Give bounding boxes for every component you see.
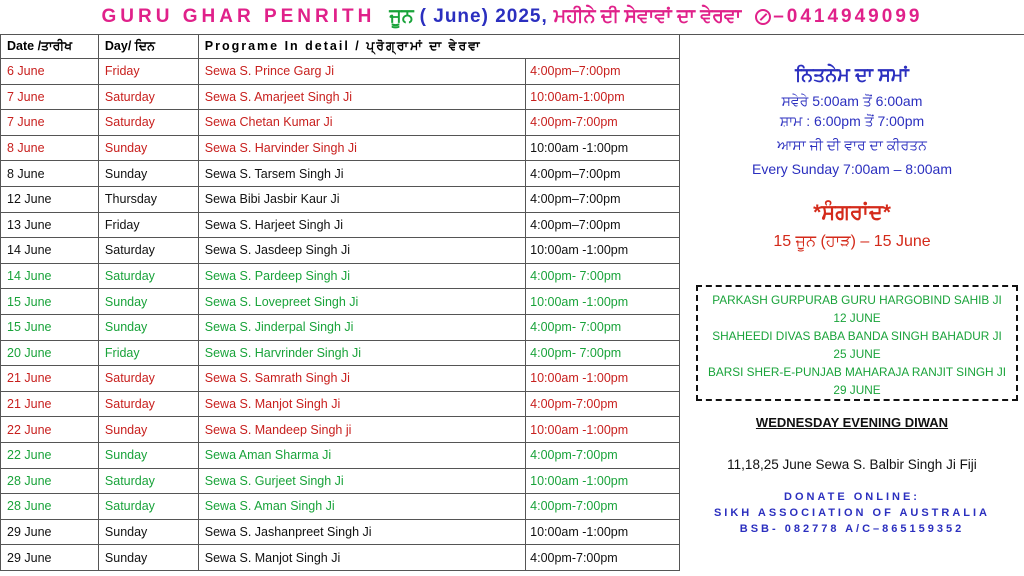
- table-row: [1, 519, 680, 545]
- table-row: [1, 212, 680, 238]
- table-row: [1, 340, 680, 366]
- col-header-day: Day/ ਦਿਨ: [98, 35, 198, 59]
- wednesday-diwan-title: WEDNESDAY EVENING DIWAN: [755, 415, 949, 430]
- gurpurab-line: 25 JUNE: [833, 347, 881, 361]
- day-cell: Saturday: [98, 494, 198, 520]
- schedule-body: [1, 59, 680, 571]
- table-row: [1, 494, 680, 520]
- schedule-table: [0, 34, 680, 571]
- program-cell: Sewa S. Pardeep Singh Ji: [198, 263, 525, 289]
- date-cell: 12 June: [1, 186, 99, 212]
- program-cell: Sewa S. Tarsem Singh Ji: [198, 161, 525, 187]
- time-cell: 4:00pm–7:00pm: [526, 186, 680, 212]
- program-cell: Sewa Chetan Kumar Ji: [198, 110, 525, 136]
- table-header-row: [1, 35, 680, 59]
- day-cell: Saturday: [98, 468, 198, 494]
- month-year: ( June) 2025,: [419, 6, 548, 27]
- time-cell: 4:00pm-7:00pm: [526, 391, 680, 417]
- time-cell: 10:00am -1:00pm: [526, 135, 680, 161]
- table-row: [1, 135, 680, 161]
- table-row: [1, 59, 680, 85]
- program-cell: Sewa S. Harjeet Singh Ji: [198, 212, 525, 238]
- date-cell: 29 June: [1, 519, 99, 545]
- program-cell: Sewa S. Mandeep Singh ji: [198, 417, 525, 443]
- time-cell: 4:00pm-7:00pm: [526, 545, 680, 571]
- program-cell: Sewa S. Prince Garg Ji: [198, 59, 525, 85]
- time-cell: 4:00pm–7:00pm: [526, 212, 680, 238]
- sangrand-date: 15 ਜੂਨ (ਹਾੜ) – 15 June: [773, 233, 931, 250]
- time-cell: 10:00am -1:00pm: [526, 289, 680, 315]
- program-cell: Sewa S. Jashanpreet Singh Ji: [198, 519, 525, 545]
- table-row: [1, 110, 680, 136]
- nitnem-morning: ਸਵੇਰੇ 5:00am ਤੋਂ 6:00am: [781, 93, 923, 109]
- date-cell: 14 June: [1, 238, 99, 264]
- info-panel: [680, 34, 1024, 576]
- col-header-program: Programe In detail / ਪ੍ਰੋਗ੍ਰਾਮਾਂ ਦਾ ਵੇਰਵਾ: [198, 35, 679, 59]
- day-cell: Sunday: [98, 442, 198, 468]
- col-header-date: Date /ਤਾਰੀਖ: [1, 35, 99, 59]
- time-cell: 4:00pm- 7:00pm: [526, 340, 680, 366]
- donate-heading: DONATE ONLINE:: [784, 491, 920, 503]
- gurpurab-line: SHAHEEDI DIVAS BABA BANDA SINGH BAHADUR JI: [712, 329, 1002, 343]
- program-cell: Sewa S. Harvinder Singh Ji: [198, 135, 525, 161]
- time-cell: 4:00pm–7:00pm: [526, 161, 680, 187]
- date-cell: 21 June: [1, 391, 99, 417]
- header-description: ਮਹੀਨੇ ਦੀ ਸੇਵਾਵਾਂ ਦਾ ਵੇਰਵਾ: [553, 6, 742, 27]
- program-cell: Sewa S. Manjot Singh Ji: [198, 391, 525, 417]
- day-cell: Friday: [98, 340, 198, 366]
- table-row: [1, 468, 680, 494]
- program-cell: Sewa Aman Sharma Ji: [198, 442, 525, 468]
- day-cell: Saturday: [98, 84, 198, 110]
- gurpurab-line: 29 JUNE: [833, 383, 881, 397]
- time-cell: 10:00am -1:00pm: [526, 468, 680, 494]
- time-cell: 10:00am -1:00pm: [526, 366, 680, 392]
- day-cell: Sunday: [98, 314, 198, 340]
- day-cell: Saturday: [98, 391, 198, 417]
- nitnem-evening: ਸ਼ਾਮ : 6:00pm ਤੋਂ 7:00pm: [779, 113, 925, 129]
- table-row: [1, 84, 680, 110]
- date-cell: 14 June: [1, 263, 99, 289]
- asa-di-var-time: Every Sunday 7:00am – 8:00am: [751, 161, 952, 177]
- table-row: [1, 263, 680, 289]
- date-cell: 15 June: [1, 289, 99, 315]
- gurpurab-line: PARKASH GURPURAB GURU HARGOBIND SAHIB JI: [712, 293, 1002, 307]
- table-row: [1, 161, 680, 187]
- table-row: [1, 391, 680, 417]
- day-cell: Sunday: [98, 161, 198, 187]
- month-punjabi: ਜੂਨ: [389, 6, 414, 27]
- asa-di-var: ਆਸਾ ਜੀ ਦੀ ਵਾਰ ਦਾ ਕੀਰਤਨ: [777, 137, 927, 153]
- date-cell: 20 June: [1, 340, 99, 366]
- gurpurab-box: [696, 285, 1018, 401]
- phone-number: [755, 6, 922, 28]
- wednesday-diwan-line: 11,18,25 June Sewa S. Balbir Singh Ji Fiji: [727, 457, 977, 472]
- program-cell: Sewa S. Gurjeet Singh Ji: [198, 468, 525, 494]
- day-cell: Saturday: [98, 366, 198, 392]
- date-cell: 29 June: [1, 545, 99, 571]
- day-cell: Saturday: [98, 263, 198, 289]
- phone-text: –0414949099: [773, 6, 923, 27]
- date-cell: 22 June: [1, 417, 99, 443]
- time-cell: 4:00pm-7:00pm: [526, 494, 680, 520]
- donate-account: BSB- 082778 A/C–865159352: [739, 523, 965, 535]
- donate-org: SIKH ASSOCIATION OF AUSTRALIA: [713, 507, 991, 519]
- date-cell: 15 June: [1, 314, 99, 340]
- day-cell: Sunday: [98, 289, 198, 315]
- time-cell: 10:00am-1:00pm: [526, 84, 680, 110]
- date-cell: 7 June: [1, 110, 99, 136]
- day-cell: Sunday: [98, 519, 198, 545]
- program-cell: Sewa Bibi Jasbir Kaur Ji: [198, 186, 525, 212]
- date-cell: 8 June: [1, 135, 99, 161]
- page-header: [0, 0, 1024, 34]
- nitnem-title: ਨਿਤਨੇਮ ਦਾ ਸਮਾਂ: [795, 65, 909, 86]
- day-cell: Sunday: [98, 417, 198, 443]
- time-cell: 10:00am -1:00pm: [526, 519, 680, 545]
- program-cell: Sewa S. Jinderpal Singh Ji: [198, 314, 525, 340]
- time-cell: 10:00am -1:00pm: [526, 238, 680, 264]
- gurpurab-line: 12 JUNE: [833, 311, 881, 325]
- date-cell: 28 June: [1, 494, 99, 520]
- day-cell: Sunday: [98, 135, 198, 161]
- table-row: [1, 545, 680, 571]
- date-cell: 22 June: [1, 442, 99, 468]
- program-cell: Sewa S. Jasdeep Singh Ji: [198, 238, 525, 264]
- program-cell: Sewa S. Samrath Singh Ji: [198, 366, 525, 392]
- program-cell: Sewa S. Lovepreet Singh Ji: [198, 289, 525, 315]
- phone-icon: [755, 9, 771, 25]
- date-cell: 8 June: [1, 161, 99, 187]
- time-cell: 4:00pm-7:00pm: [526, 442, 680, 468]
- sangrand-title: *ਸੰਗਰਾਂਦ*: [813, 201, 891, 224]
- table-row: [1, 442, 680, 468]
- program-cell: Sewa S. Amarjeet Singh Ji: [198, 84, 525, 110]
- date-cell: 28 June: [1, 468, 99, 494]
- org-name: GURU GHAR PENRITH: [101, 6, 376, 27]
- time-cell: 4:00pm-7:00pm: [526, 110, 680, 136]
- date-cell: 6 June: [1, 59, 99, 85]
- time-cell: 4:00pm- 7:00pm: [526, 314, 680, 340]
- date-cell: 21 June: [1, 366, 99, 392]
- table-row: [1, 366, 680, 392]
- table-row: [1, 314, 680, 340]
- day-cell: Saturday: [98, 110, 198, 136]
- table-row: [1, 238, 680, 264]
- day-cell: Thursday: [98, 186, 198, 212]
- program-cell: Sewa S. Manjot Singh Ji: [198, 545, 525, 571]
- date-cell: 7 June: [1, 84, 99, 110]
- table-row: [1, 417, 680, 443]
- time-cell: 10:00am -1:00pm: [526, 417, 680, 443]
- table-row: [1, 186, 680, 212]
- date-cell: 13 June: [1, 212, 99, 238]
- program-cell: Sewa S. Harvrinder Singh Ji: [198, 340, 525, 366]
- table-row: [1, 289, 680, 315]
- time-cell: 4:00pm- 7:00pm: [526, 263, 680, 289]
- day-cell: Sunday: [98, 545, 198, 571]
- day-cell: Friday: [98, 212, 198, 238]
- day-cell: Saturday: [98, 238, 198, 264]
- day-cell: Friday: [98, 59, 198, 85]
- program-cell: Sewa S. Aman Singh Ji: [198, 494, 525, 520]
- time-cell: 4:00pm–7:00pm: [526, 59, 680, 85]
- gurpurab-line: BARSI SHER-E-PUNJAB MAHARAJA RANJIT SINGH JI: [707, 365, 1007, 379]
